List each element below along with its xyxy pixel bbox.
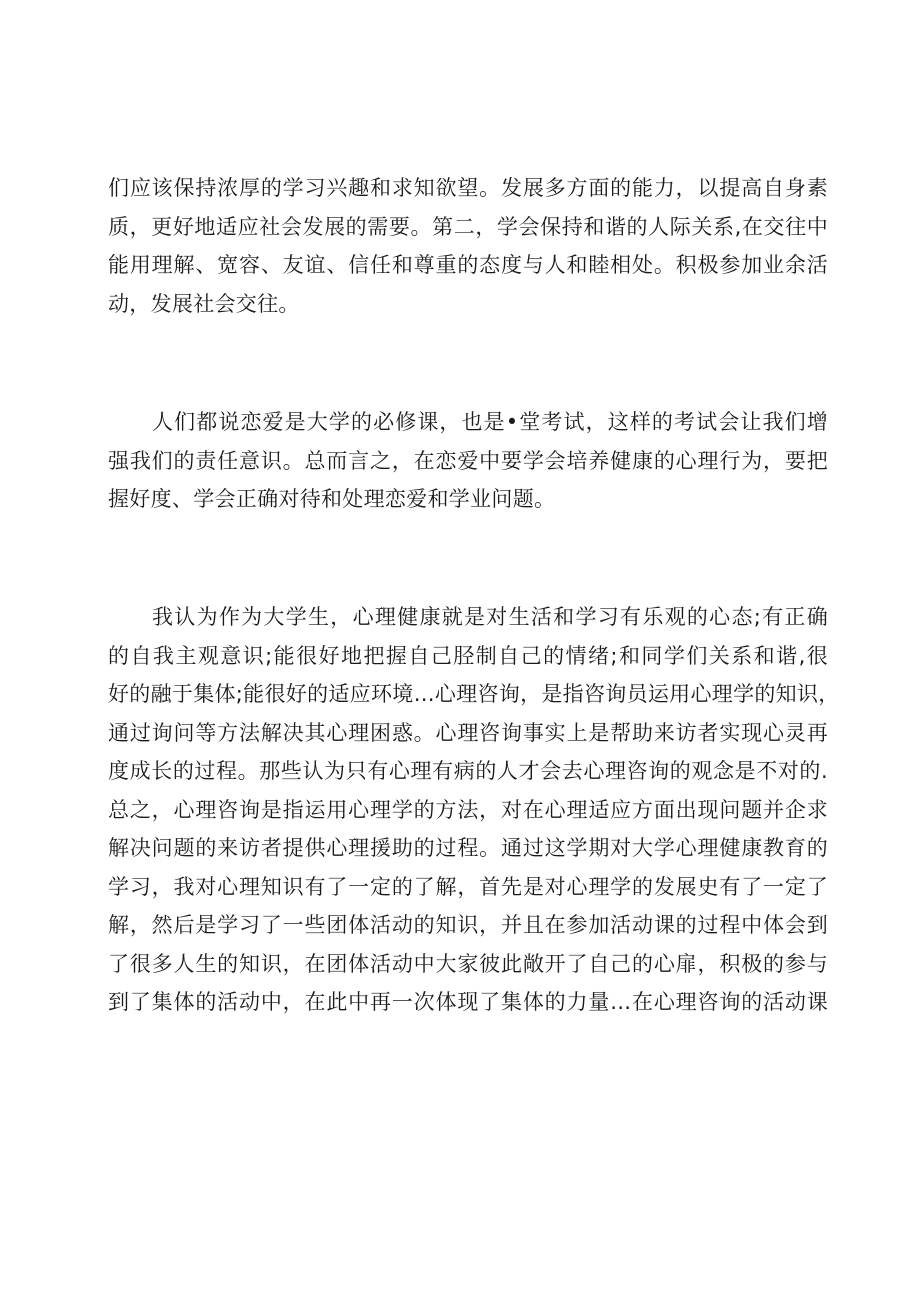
paragraph-line: 好的融于集体;能很好的适应环境…心理咨询，是指咨询员运用心理学的知识， [108, 682, 840, 706]
paragraph-line: 了很多人生的知识，在团体活动中大家彼此敞开了自己的心扉，积极的参与 [108, 951, 828, 976]
paragraph-line: 质，更好地适应社会发展的需要。第二，学会保持和谐的人际关系,在交往中 [108, 214, 828, 239]
paragraph-line: 通过询问等方法解决其心理困惑。心理咨询事实上是帮助来访者实现心灵再 [108, 720, 828, 745]
paragraph-1 [108, 169, 828, 323]
paragraph-line: 学习，我对心理知识有了一定的了解，首先是对心理学的发展史有了一定了 [108, 874, 828, 899]
paragraph-2 [108, 403, 828, 519]
paragraph-3 [108, 598, 840, 1022]
paragraph-line: 握好度、学会正确对待和处理恋爱和学业问题。 [108, 487, 556, 511]
paragraph-line: 解，然后是学习了一些团体活动的知识，并且在参加活动课的过程中体会到 [108, 913, 828, 937]
paragraph-line: 总之，心理咨询是指运用心理学的方法，对在心理适应方面出现问题并企求 [108, 797, 828, 822]
paragraph-line: 动，发展社会交往。 [108, 291, 300, 316]
paragraph-line: 我认为作为大学生，心理健康就是对生活和学习有乐观的心态;有正确 [152, 605, 828, 629]
paragraph-line: 强我们的责任意识。总而言之，在恋爱中要学会培养健康的心理行为，要把 [108, 448, 828, 473]
paragraph-line: 度成长的过程。那些认为只有心理有病的人才会去心理咨询的观念是不对的. [108, 759, 828, 783]
paragraph-line: 人们都说恋爱是大学的必修课，也是•堂考试，这样的考试会让我们增 [152, 410, 828, 434]
paragraph-line: 到了集体的活动中，在此中再一次体现了集体的力量…在心理咨询的活动课 [108, 990, 828, 1014]
paragraph-line: 的自我主观意识;能很好地把握自己胫制自己的情绪;和同学们关系和谐,很 [108, 643, 828, 668]
paragraph-line: 们应该保持浓厚的学习兴趣和求知欲望。发展多方面的能力，以提高自身素 [108, 176, 828, 200]
paragraph-line: 解决问题的来访者提供心理援助的过程。通过这学期对大学心理健康教育的 [108, 836, 828, 860]
paragraph-line: 能用理解、宽容、友谊、信任和尊重的态度与人和睦相处。积极参加业余活 [108, 253, 828, 277]
